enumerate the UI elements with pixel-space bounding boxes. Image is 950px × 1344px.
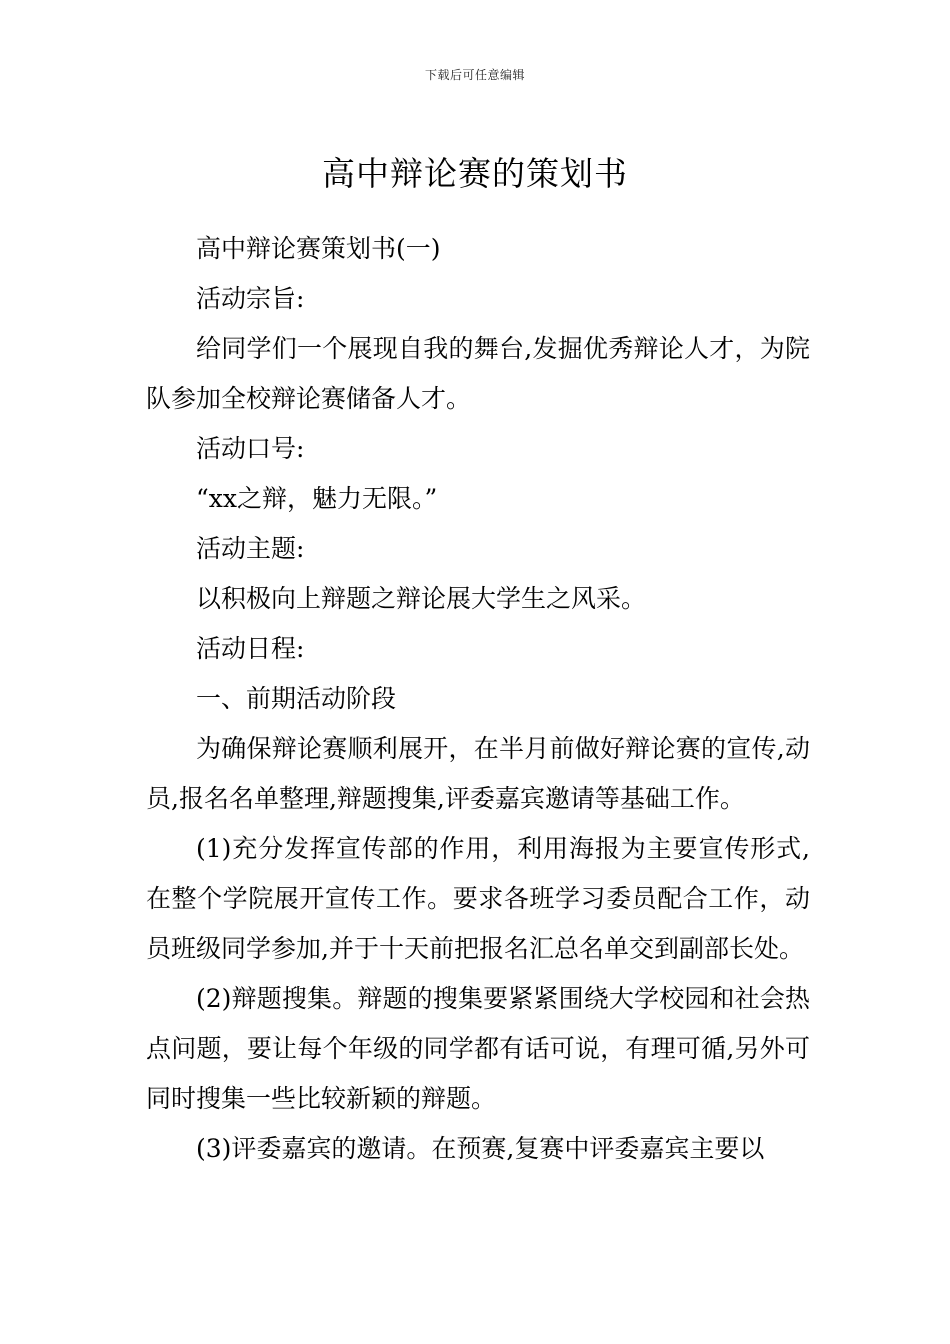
document-title: 高中辩论赛的策划书	[322, 154, 628, 194]
paragraph-theme-heading: 活动主题:	[196, 534, 305, 563]
paragraph-item-3: (3)评委嘉宾的邀请。在预赛,复赛中评委嘉宾主要以	[196, 1134, 765, 1163]
header-note: 下载后可任意编辑	[424, 68, 525, 82]
paragraph-schedule-heading: 活动日程:	[196, 634, 305, 663]
paragraph-subtitle: 高中辩论赛策划书(一)	[196, 234, 441, 263]
paragraph-item-1: (1)充分发挥宣传部的作用，利用海报为主要宣传形式,在整个学院展开宣传工作。要求各班学习委员配合工作，动员班级同学参加,并于十天前把报名汇总名单交到副部长处。	[146, 834, 810, 963]
paragraph-theme: 以积极向上辩题之辩论展大学生之风采。	[196, 584, 647, 613]
paragraph-purpose: 给同学们一个展现自我的舞台,发掘优秀辩论人才，为院队参加全校辩论赛储备人才。	[146, 334, 810, 413]
paragraph-slogan: “xx之辩，魅力无限。”	[196, 484, 438, 513]
paragraph-phase-one: 为确保辩论赛顺利展开，在半月前做好辩论赛的宣传,动员,报名名单整理,辩题搜集,评委嘉宾邀请等基础工作。	[146, 734, 810, 813]
document-body	[146, 224, 810, 1174]
paragraph-slogan-heading: 活动口号:	[196, 434, 305, 463]
paragraph-item-2: (2)辩题搜集。辩题的搜集要紧紧围绕大学校园和社会热点问题，要让每个年级的同学都有话可说，有理可循,另外可同时搜集一些比较新颖的辩题。	[146, 984, 810, 1113]
paragraph-purpose-heading: 活动宗旨:	[196, 284, 305, 313]
paragraph-phase-one-heading: 一、前期活动阶段	[196, 684, 397, 713]
